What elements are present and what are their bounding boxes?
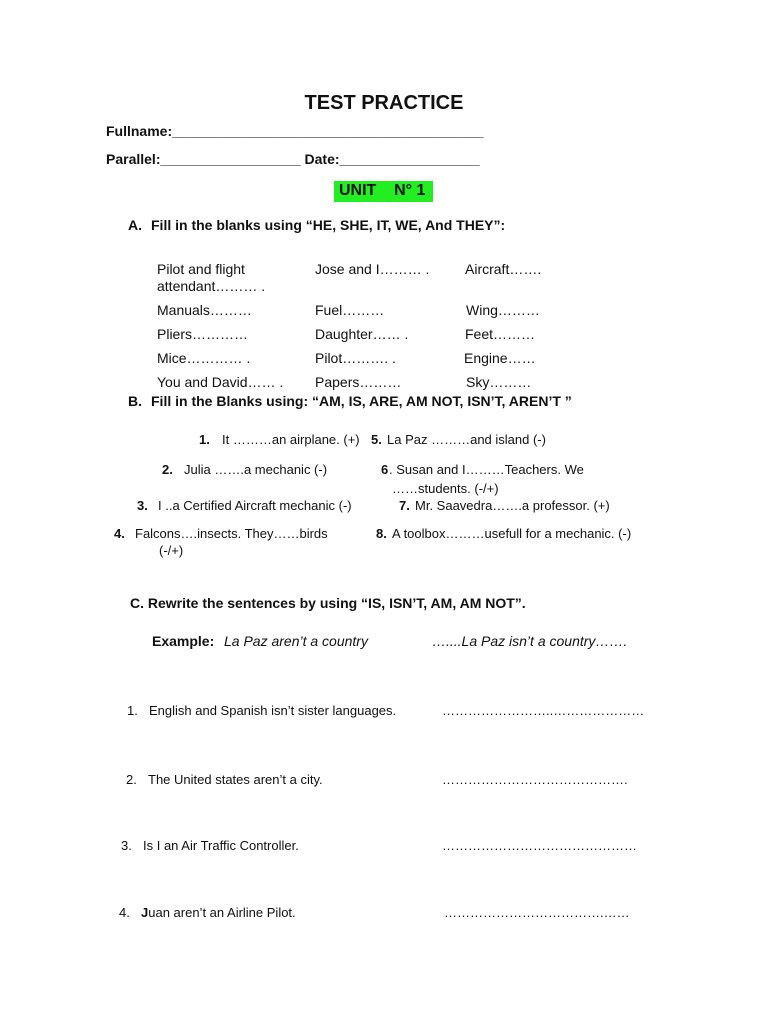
b-q4-continuation: (-/+)	[159, 543, 184, 558]
parallel-date-field: Parallel:__________________ Date:__________________	[106, 151, 480, 167]
b-q1-text: It ………an airplane. (+)	[222, 432, 360, 447]
c-item-text	[141, 905, 296, 920]
b-q4-number: 4.	[114, 526, 125, 541]
c-item-text: Is I an Air Traffic Controller.	[143, 838, 299, 853]
example-text: La Paz aren’t a country	[224, 633, 368, 649]
b-q6-text: . Susan and I………Teachers. We	[389, 462, 584, 477]
b-q7-number: 7.	[399, 498, 410, 513]
example-answer: …....La Paz isn’t a country…….	[432, 633, 628, 649]
b-q3-text: I ..a Certified Aircraft mechanic (-)	[158, 498, 352, 513]
b-q8-number: 8.	[376, 526, 387, 541]
b-q6-number: 6	[381, 462, 389, 477]
section-c-heading: C. Rewrite the sentences by using “IS, ISN’T, AM, AM NOT”.	[130, 595, 526, 611]
section-b-marker: B.	[128, 393, 142, 409]
a-item: Aircraft…….	[465, 261, 542, 277]
a-item: Papers………	[315, 374, 402, 390]
b-q5-text: La Paz ………and island (-)	[387, 432, 546, 447]
c-item-text: The United states aren’t a city.	[148, 772, 323, 787]
b-q2-text: Julia …….a mechanic (-)	[184, 462, 328, 477]
c-item-number: 3.	[121, 838, 132, 853]
b-q5-number: 5.	[371, 432, 382, 447]
b-q2-number: 2.	[162, 462, 173, 477]
b-q1-number: 1.	[199, 432, 210, 447]
c-item-number: 2.	[126, 772, 137, 787]
a-item: Sky………	[466, 374, 532, 390]
c-item-number: 4.	[119, 905, 130, 920]
a-item: Feet………	[465, 326, 536, 342]
example-label: Example:	[152, 633, 215, 649]
a-item: Jose and I……… .	[315, 261, 430, 277]
c-item-text-rest: uan aren’t an Airline Pilot.	[148, 905, 296, 920]
c-item-answer-line: …………………………………….	[442, 772, 628, 787]
document-title: TEST PRACTICE	[304, 92, 464, 114]
b-q6-continuation: ……students. (-/+)	[392, 481, 499, 496]
a-item: Wing………	[466, 302, 540, 318]
section-b-heading: Fill in the Blanks using: “AM, IS, ARE, AM NOT, ISN’T, AREN’T ”	[151, 393, 572, 409]
a-item: attendant……… .	[157, 278, 266, 294]
b-q3-number: 3.	[137, 498, 148, 513]
a-item: Mice………… .	[157, 350, 251, 366]
a-item: Manuals………	[157, 302, 252, 318]
a-item: Daughter…… .	[315, 326, 409, 342]
a-item: Engine……	[464, 350, 536, 366]
c-item-text: English and Spanish isn’t sister languages.	[149, 703, 397, 718]
c-item-number: 1.	[127, 703, 138, 718]
a-item: Pilot………. .	[315, 350, 396, 366]
c-item-answer-line: ……………………..…………………	[442, 703, 645, 718]
c-item-answer-line: ……………………………….……	[444, 905, 630, 920]
c-item-answer-line: ………………………………………	[442, 838, 637, 853]
fullname-field: Fullname:________________________________________	[106, 123, 484, 139]
section-a-heading: Fill in the blanks using “HE, SHE, IT, WE, And THEY”:	[151, 217, 506, 233]
section-a-marker: A.	[128, 217, 142, 233]
unit-badge: UNIT N° 1	[334, 181, 433, 202]
b-q7-text: Mr. Saavedra…….a professor. (+)	[415, 498, 610, 513]
a-item: Fuel………	[315, 302, 385, 318]
c-item-text-initial: J	[141, 905, 149, 920]
a-item: You and David…… .	[157, 374, 284, 390]
a-item: Pilot and flight	[157, 261, 245, 277]
b-q4-text: Falcons….insects. They……birds	[135, 526, 328, 541]
b-q8-text: A toolbox………usefull for a mechanic. (-)	[392, 526, 632, 541]
a-item: Pliers…………	[157, 326, 249, 342]
